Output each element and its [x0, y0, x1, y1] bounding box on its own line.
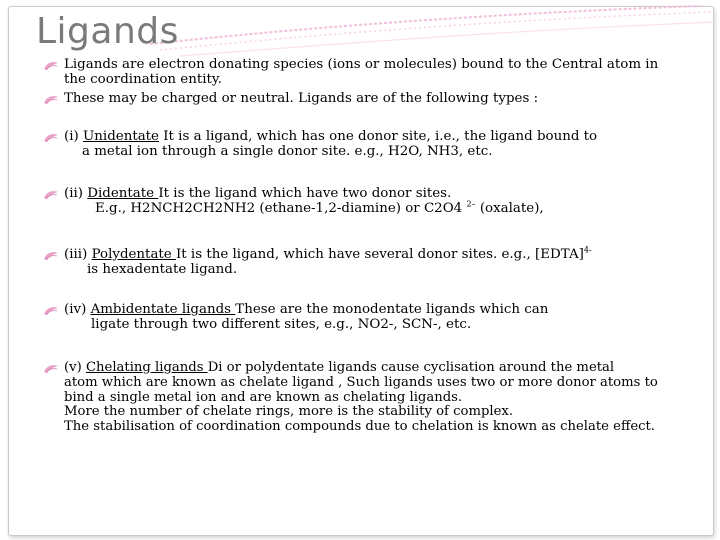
- polydentate-line-2: is hexadentate ligand.: [87, 261, 238, 277]
- unidentate-prefix: (i): [64, 129, 83, 144]
- slide-title: Ligands: [36, 11, 179, 52]
- polydentate-bullet: [44, 245, 690, 278]
- chelating-term: Chelating ligands: [85, 360, 208, 375]
- unidentate-bullet: [44, 130, 690, 160]
- unidentate-term: Unidentate: [83, 129, 159, 144]
- ambidentate-bullet: [44, 303, 690, 333]
- polydentate-line-1: It is the ligand, which have several donor sites. e.g., [EDTA]: [176, 247, 584, 262]
- chelating-line-1: Di or polydentate ligands cause cyclisation around the metal: [207, 360, 615, 375]
- ambidentate-term: Ambidentate ligands: [90, 302, 236, 317]
- ambidentate-line-2: ligate through two different sites, e.g., NO2-, SCN-, etc.: [91, 316, 472, 332]
- intro-bullet: [44, 58, 690, 88]
- polydentate-term: Polydentate: [91, 247, 176, 262]
- charged-bullet: [44, 92, 690, 107]
- intro-line-2: the coordination entity.: [64, 71, 222, 87]
- chelating-line-5: The stabilisation of coordination compounds due to chelation is known as chelate effect.: [64, 419, 655, 435]
- polydentate-prefix: (iii): [64, 247, 92, 262]
- chelating-prefix: (v): [64, 360, 86, 375]
- chelating-line-4: More the number of chelate rings, more is the stability of complex.: [64, 404, 514, 420]
- ambidentate-line-1: These are the monodentate ligands which can: [235, 302, 549, 317]
- didentate-bullet: [44, 187, 690, 217]
- didentate-line-2b: (oxalate),: [475, 200, 544, 216]
- ambidentate-prefix: (iv): [64, 302, 91, 317]
- unidentate-line-1: It is a ligand, which has one donor site, i.e., the ligand bound to: [158, 129, 598, 144]
- edta-charge: 4-: [583, 245, 592, 255]
- unidentate-line-2: a metal ion through a single donor site. e.g., H2O, NH3, etc.: [82, 143, 493, 159]
- didentate-term: Didentate: [87, 186, 159, 201]
- intro-line-1: Ligands are electron donating species (ions or molecules) bound to the Central atom in: [64, 57, 659, 72]
- oxalate-charge: 2–: [466, 199, 476, 209]
- didentate-prefix: (ii): [64, 186, 88, 201]
- chelating-bullet: [44, 361, 690, 435]
- didentate-line-1: It is the ligand which have two donor sites.: [158, 186, 452, 201]
- chelating-line-3: bind a single metal ion and are known as chelating ligands.: [64, 389, 463, 405]
- chelating-line-2: atom which are known as chelate ligand , Such ligands uses two or more donor atoms to: [64, 374, 658, 390]
- charged-text: These may be charged or neutral. Ligands are of the following types :: [64, 91, 539, 106]
- didentate-line-2a: E.g., H2NCH2CH2NH2 (ethane-1,2-diamine) or C2O4: [95, 200, 467, 216]
